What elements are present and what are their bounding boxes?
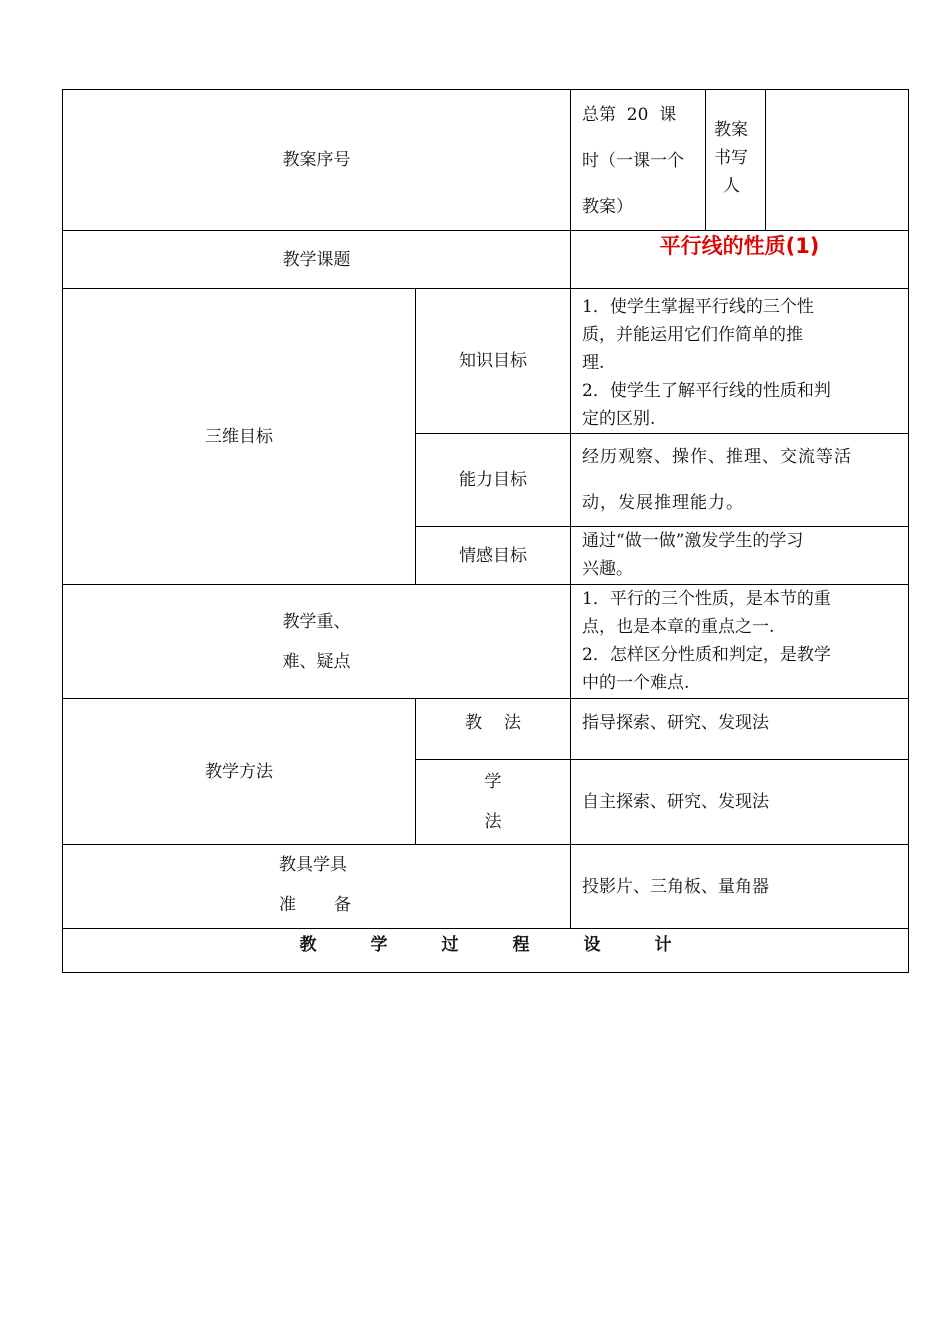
lesson-count-line3: 教案） bbox=[582, 197, 633, 217]
key-point-line: 点，也是本章的重点之一. bbox=[582, 617, 775, 637]
writer-value[interactable] bbox=[766, 90, 909, 231]
row-key-points bbox=[63, 585, 909, 699]
process-char: 设 bbox=[583, 935, 601, 955]
key-points-label-line1: 教学重、 bbox=[282, 611, 351, 632]
key-point-line: 2．怎样区分性质和判定，是教学 bbox=[582, 645, 831, 665]
lesson-count-line2: 时（一课一个 bbox=[582, 151, 684, 171]
row-tools bbox=[63, 845, 909, 929]
emotion-line: 兴趣。 bbox=[582, 559, 633, 579]
serial-label: 教案序号 bbox=[63, 90, 571, 231]
ability-goal-text bbox=[571, 434, 909, 527]
ability-line: 动，发展推理能力。 bbox=[582, 493, 744, 513]
lesson-count-line1: 总第 20 课 bbox=[582, 105, 677, 125]
knowledge-goal-text bbox=[571, 289, 909, 434]
row-serial bbox=[63, 90, 909, 231]
learn-method-label bbox=[416, 760, 571, 845]
topic-value-cell bbox=[571, 231, 909, 289]
emotion-line: 通过“做一做”激发学生的学习 bbox=[582, 531, 804, 551]
teach-method-value: 指导探索、研究、发现法 bbox=[571, 699, 909, 760]
lesson-plan-table bbox=[62, 89, 909, 973]
learn-method-value: 自主探索、研究、发现法 bbox=[571, 760, 909, 845]
row-process bbox=[63, 929, 909, 973]
goals-label: 三维目标 bbox=[63, 289, 416, 585]
process-design-heading bbox=[63, 929, 909, 973]
process-char: 程 bbox=[512, 935, 530, 955]
writer-label-line2: 书写 bbox=[714, 148, 748, 168]
writer-label-line1: 教案 bbox=[714, 120, 748, 140]
teach-method-label bbox=[416, 699, 571, 760]
topic-label: 教学课题 bbox=[63, 231, 571, 289]
tools-label-2b: 备 bbox=[334, 895, 351, 915]
tools-value: 投影片、三角板、量角器 bbox=[571, 845, 909, 929]
process-char: 计 bbox=[654, 935, 672, 955]
knowledge-line: 定的区别. bbox=[582, 409, 656, 429]
key-points-text bbox=[571, 585, 909, 699]
ability-line: 经历观察、操作、推理、交流等活 bbox=[582, 447, 852, 467]
row-goal-knowledge bbox=[63, 289, 909, 434]
emotion-goal-label: 情感目标 bbox=[416, 527, 571, 585]
key-points-label bbox=[63, 585, 571, 699]
key-points-label-line2: 难、疑点 bbox=[282, 651, 351, 672]
teach-method-label-b: 法 bbox=[504, 713, 521, 733]
knowledge-line: 理. bbox=[582, 353, 605, 373]
row-topic bbox=[63, 231, 909, 289]
topic-title: 平行线的性质(1) bbox=[659, 234, 820, 258]
learn-method-label-a: 学 bbox=[484, 772, 502, 792]
knowledge-line: 质，并能运用它们作简单的推 bbox=[582, 325, 803, 345]
knowledge-line: 1．使学生掌握平行线的三个性 bbox=[582, 297, 814, 317]
teach-method-label-a: 教 bbox=[465, 713, 482, 733]
writer-label-cell bbox=[706, 90, 766, 231]
tools-label-line1: 教具学具 bbox=[279, 855, 347, 875]
process-char: 过 bbox=[441, 935, 459, 955]
row-method-teach bbox=[63, 699, 909, 760]
emotion-goal-text bbox=[571, 527, 909, 585]
process-char: 学 bbox=[370, 935, 388, 955]
tools-label-line2 bbox=[279, 885, 570, 925]
writer-label-line3: 人 bbox=[723, 176, 740, 196]
knowledge-goal-label: 知识目标 bbox=[416, 289, 571, 434]
tools-label-2a: 准 bbox=[279, 895, 296, 915]
key-point-line: 中的一个难点. bbox=[582, 673, 690, 693]
process-char: 教 bbox=[299, 935, 317, 955]
methods-label: 教学方法 bbox=[63, 699, 416, 845]
knowledge-line: 2．使学生了解平行线的性质和判 bbox=[582, 381, 831, 401]
tools-label bbox=[63, 845, 571, 929]
key-point-line: 1．平行的三个性质，是本节的重 bbox=[582, 589, 831, 609]
learn-method-label-b: 法 bbox=[484, 812, 502, 832]
ability-goal-label: 能力目标 bbox=[416, 434, 571, 527]
lesson-count-cell bbox=[571, 90, 706, 231]
